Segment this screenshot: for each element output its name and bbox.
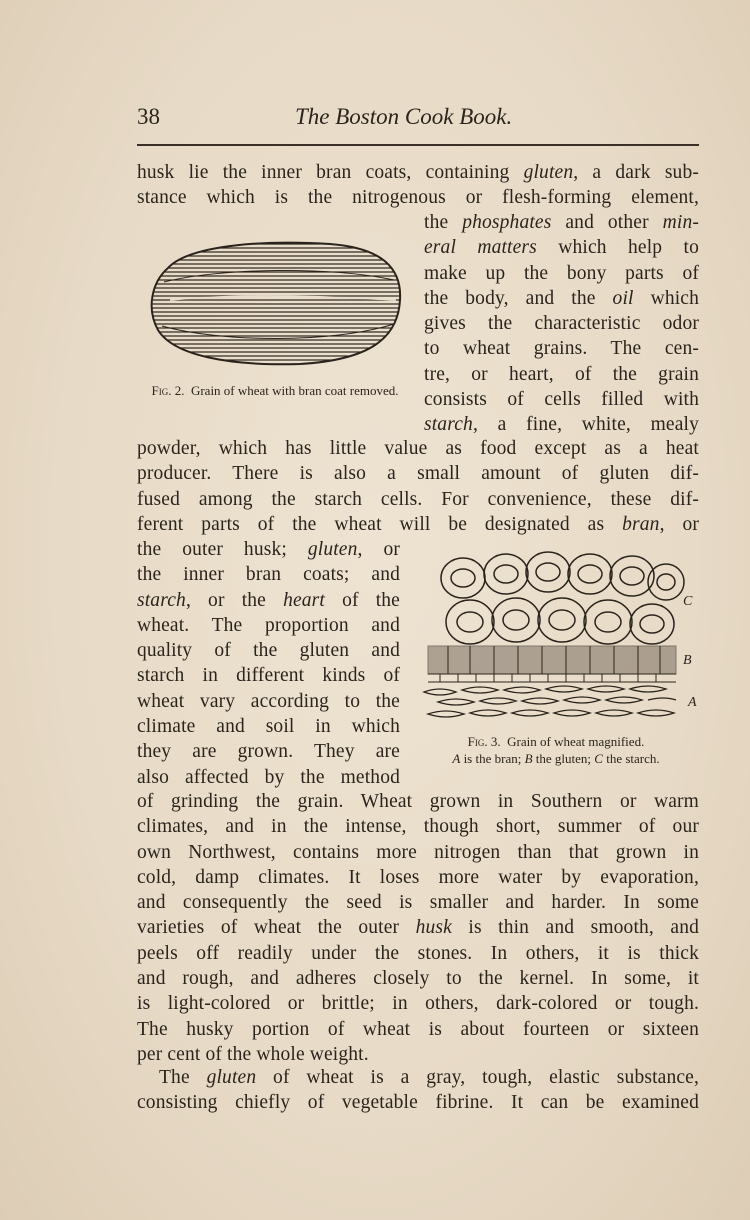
text-line: the body, and the oil which [424, 287, 700, 309]
text-line: eral matters which help to [424, 237, 700, 259]
paragraph-middle [137, 436, 699, 537]
text-line: producer. There is also a small amount of gluten dif- [137, 463, 699, 485]
text-line: powder, which has little value as food except as a heat [137, 438, 699, 459]
text-line: and rough, and adheres closely to the kernel. In some, it [137, 968, 699, 990]
text-line: cold, damp climates. It loses more water by evaporation, [137, 866, 699, 888]
text-line: and consequently the seed is smaller and harder. In some [137, 892, 699, 914]
figure-3-label-a: A [688, 695, 697, 710]
text-line: per cent of the whole weight. [137, 1043, 369, 1065]
text-line: the phosphates and other min- [424, 212, 699, 233]
text-line: starch, a fine, white, mealy [424, 414, 699, 436]
text-line: they are grown. They are [137, 741, 400, 763]
text-line: also affected by the method [137, 766, 400, 788]
text-line: of grinding the grain. Wheat grown in Southern or warm [137, 791, 699, 812]
figure-3-magnified-wheat-illustration [418, 550, 708, 725]
text-line: gives the characteristic odor [424, 313, 699, 335]
paragraph-right-column [424, 210, 699, 438]
text-line: consisting chiefly of vegetable fibrine. It can be examined [137, 1092, 699, 1114]
text-line: own Northwest, contains more nitrogen than that grown in [137, 841, 699, 863]
figure-3-label-b: B [683, 653, 692, 668]
text-line: wheat. The proportion and [137, 614, 400, 636]
text-line: is light-colored or brittle; in others, dark-colored or tough. [137, 993, 699, 1015]
page-number: 38 [137, 104, 160, 129]
text-line: tre, or heart, of the grain [424, 363, 699, 385]
text-line: climates, and in the intense, though short, summer of our [137, 816, 699, 838]
text-line: starch in different kinds of [137, 665, 400, 687]
text-line: husk lie the inner bran coats, containing gluten, a dark sub- [137, 162, 699, 183]
text-line: consists of cells filled with [424, 389, 699, 411]
figure-2-caption: Fig. 2. Grain of wheat with bran coat removed. [151, 383, 399, 398]
text-line: starch, or the heart of the [137, 589, 400, 611]
figure-2-wheat-grain-illustration [150, 238, 404, 368]
figure-3-caption-title: Fig. 3. Grain of wheat magnified. [467, 734, 645, 749]
text-line: quality of the gluten and [137, 640, 400, 662]
text-line: climate and soil in which [137, 716, 400, 738]
header-rule [137, 144, 699, 146]
text-line: the inner bran coats; and [137, 564, 400, 586]
figure-3-label-c: C [683, 594, 693, 609]
paragraph-gluten [137, 1065, 699, 1116]
text-line: make up the bony parts of [424, 262, 699, 284]
text-line: varieties of wheat the outer husk is thin and smooth, and [137, 917, 699, 939]
text-line: The husky portion of wheat is about fourteen or sixteen [137, 1018, 699, 1040]
text-line: peels off readily under the stones. In others, it is thick [137, 942, 699, 964]
figure-3-caption [408, 733, 704, 767]
text-line: wheat vary according to the [137, 690, 400, 712]
page-header [137, 104, 699, 140]
paragraph-left-column [137, 537, 400, 790]
text-line: stance which is the nitrogenous or flesh-forming element, [137, 187, 699, 209]
text-line: The gluten of wheat is a gray, tough, elastic substance, [159, 1067, 699, 1088]
figure-3-caption-legend: A is the bran; B the gluten; C the starch. [452, 751, 660, 766]
running-title: The Boston Cook Book. [295, 104, 513, 129]
paragraph-top [137, 160, 699, 211]
text-line: the outer husk; gluten, or [137, 539, 401, 560]
text-line: fused among the starch cells. For convenience, these dif- [137, 488, 699, 510]
text-line: to wheat grains. The cen- [424, 338, 699, 360]
text-line: ferent parts of the wheat will be designated as bran, or [137, 513, 700, 535]
paragraph-bottom [137, 789, 699, 1067]
